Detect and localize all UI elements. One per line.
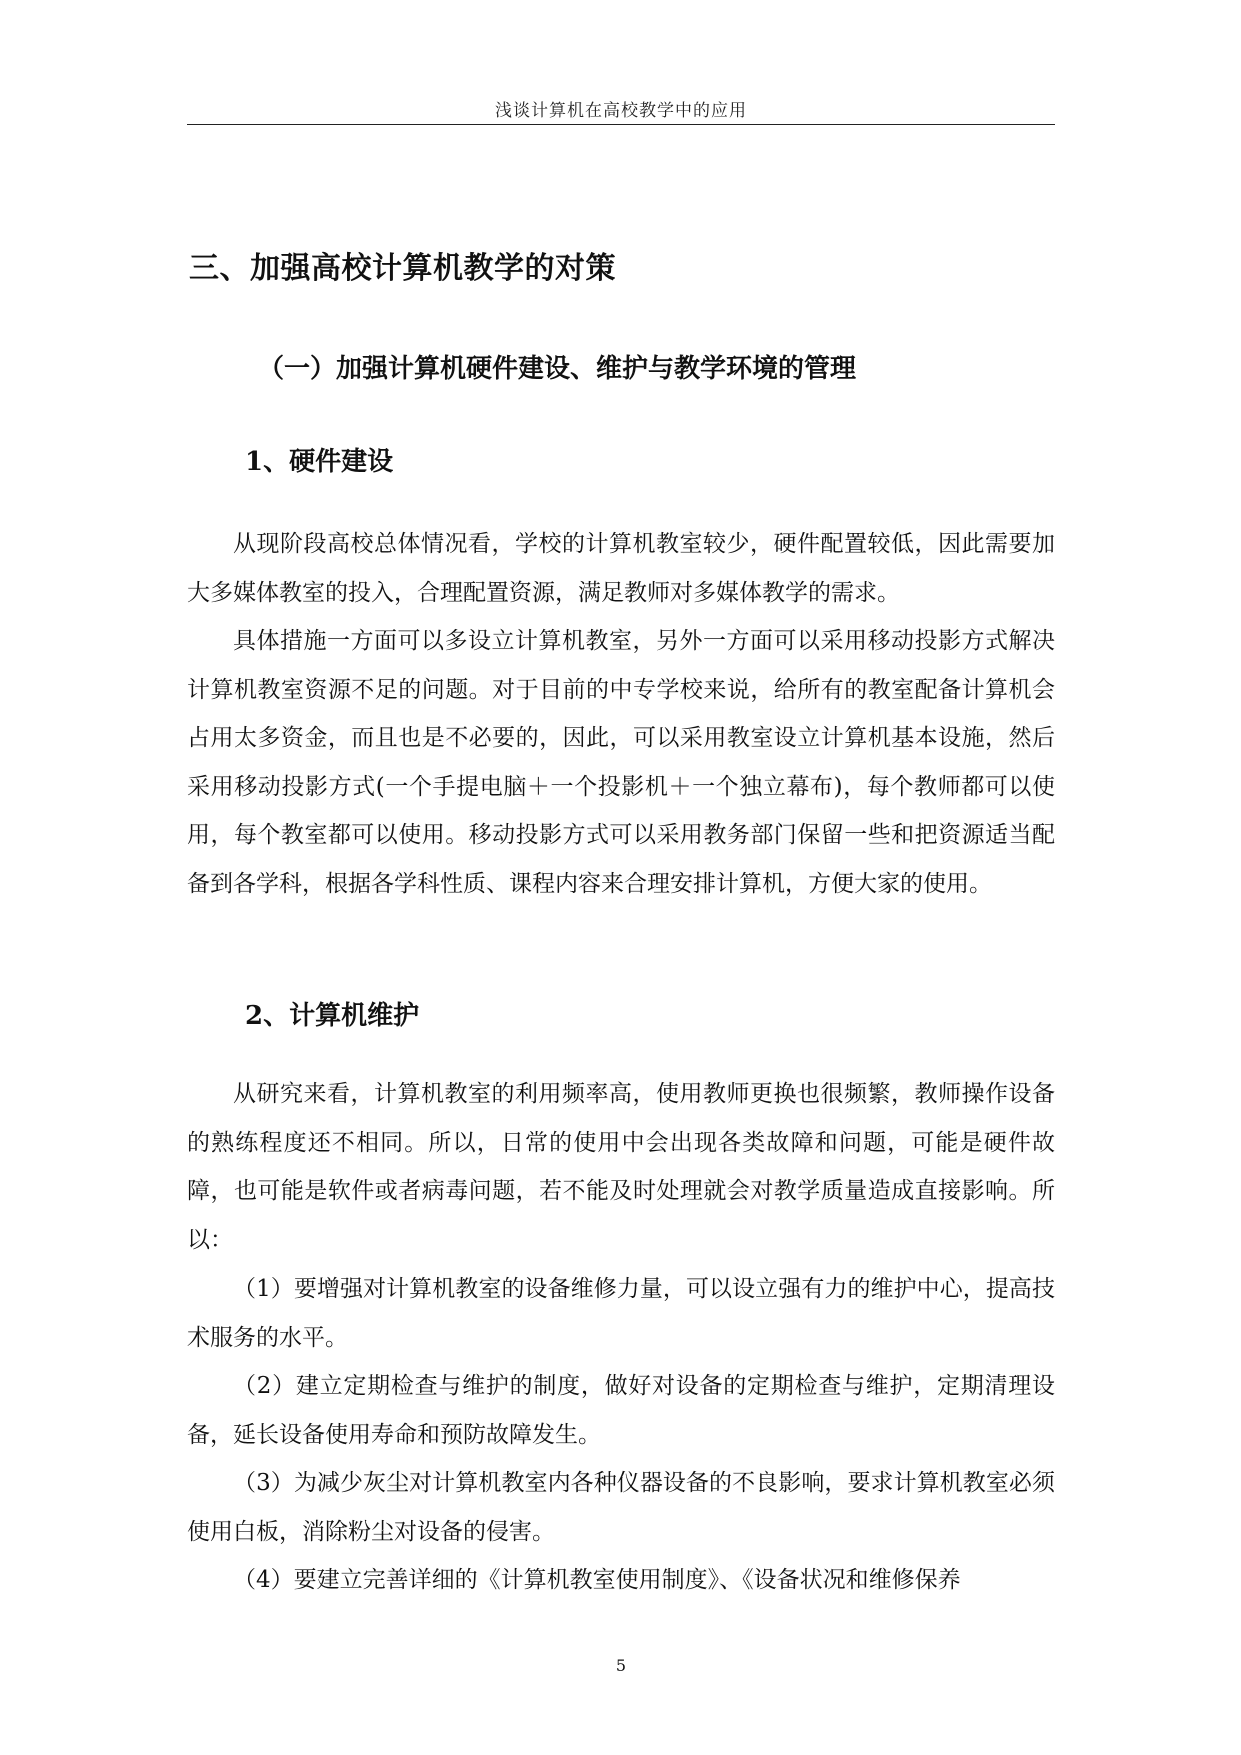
section-title: 三、加强高校计算机教学的对策	[189, 251, 616, 286]
item-title-hardware: 1、硬件建设	[245, 447, 394, 477]
paragraph-maintenance-intro: 从研究来看，计算机教室的利用频率高，使用教师更换也很频繁，教师操作设备的熟练程度还不相同。所以，日常的使用中会出现各类故障和问题，可能是硬件故障，也可能是软件或者病毒问题，若不能及时处理就会对教学质量造成直接影响。所以：	[187, 1081, 1055, 1253]
paragraph-hardware-2: 具体措施一方面可以多设立计算机教室，另外一方面可以采用移动投影方式解决计算机教室资源不足的问题。对于目前的中专学校来说，给所有的教室配备计算机会占用太多资金，而且也是不必要的，因此，可以采用教室设立计算机基本设施，然后采用移动投影方式(一个手提电脑＋一个投影机＋一个独立幕布)，每个教师都可以使用，每个教室都可以使用。移动投影方式可以采用教务部门保留一些和把资源适当配备到各学科，根据各学科性质、课程内容来合理安排计算机，方便大家的使用。	[187, 628, 1055, 897]
running-header: 浅谈计算机在高校教学中的应用	[495, 101, 747, 121]
paragraph-maintenance-1: （1）要增强对计算机教室的设备维修力量，可以设立强有力的维护中心，提高技术服务的水平。	[187, 1276, 1055, 1351]
paragraph-maintenance-3: （3）为减少灰尘对计算机教室内各种仪器设备的不良影响，要求计算机教室必须使用白板，消除粉尘对设备的侵害。	[187, 1470, 1055, 1545]
item-title-maintenance: 2、计算机维护	[245, 1001, 420, 1031]
subsection-title: （一）加强计算机硬件建设、维护与教学环境的管理	[258, 354, 857, 384]
paragraph-hardware-1: 从现阶段高校总体情况看，学校的计算机教室较少，硬件配置较低，因此需要加大多媒体教室的投入，合理配置资源，满足教师对多媒体教学的需求。	[187, 531, 1055, 606]
header-rule	[187, 124, 1055, 125]
paragraph-maintenance-4: （4）要建立完善详细的《计算机教室使用制度》、《设备状况和维修保养	[233, 1567, 961, 1593]
page-number: 5	[615, 1656, 627, 1675]
paragraph-maintenance-2: （2）建立定期检查与维护的制度，做好对设备的定期检查与维护，定期清理设备，延长设备使用寿命和预防故障发生。	[187, 1373, 1055, 1448]
